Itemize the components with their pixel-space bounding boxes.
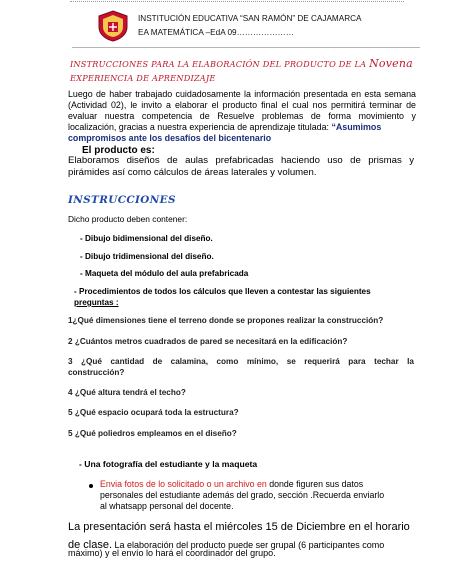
product-heading: El producto es: bbox=[82, 145, 155, 156]
intro-line-2: (Actividad 02), le invito a elaborar el producto final el cual nos permitirá terminar de bbox=[68, 100, 416, 110]
send-line-1 bbox=[100, 479, 363, 489]
deadline-line-1: La presentación será hasta el miércoles 15 de Diciembre en el horario bbox=[68, 521, 410, 533]
group-note-end: máximo) y el envío lo hará el coordinador del grupo. bbox=[68, 548, 276, 558]
title-prefix: INSTRUCCIONES PARA LA ELABORACIÓN DEL PRODUCTO DE LA bbox=[70, 59, 370, 69]
experience-title-end: compromisos ante los desafíos del bicentenario bbox=[68, 133, 272, 143]
question-2: 2 ¿Cuántos metros cuadrados de pared se necesitará en la edificación? bbox=[68, 337, 348, 346]
product-line-2: pirámides así como cálculos de áreas laterales y volumen. bbox=[68, 167, 317, 178]
question-5: 5 ¿Qué espacio ocupará toda la estructura? bbox=[68, 408, 239, 417]
item-bidimensional: - Dibujo bidimensional del diseño. bbox=[80, 234, 213, 243]
experience-title-start: “Asumimos bbox=[331, 122, 382, 132]
title-line-2: EXPERIENCIA DE APRENDIZAJE bbox=[70, 73, 216, 83]
school-seal-icon bbox=[96, 10, 130, 42]
intro-line-3: evaluar nuestra competencia de Resuelve problemas de forma movimiento y bbox=[68, 111, 416, 121]
send-instruction-highlight: Envia fotos de lo solicitado o un archivo en bbox=[100, 479, 267, 489]
instructions-heading: INSTRUCCIONES bbox=[68, 194, 176, 206]
question-1: 1¿Qué dimensiones tiene el terreno donde se propones realizar la construcción? bbox=[68, 316, 384, 325]
procedures-line-2: preguntas : bbox=[74, 298, 119, 307]
intro-line-4 bbox=[68, 122, 416, 133]
send-line-2: personales del estudiante además del grado, sección .Recuerda enviarlo bbox=[100, 490, 385, 500]
group-note-start: La elaboración del producto puede ser grupal (6 participantes como bbox=[112, 540, 385, 550]
item-maqueta: - Maqueta del módulo del aula prefabricada bbox=[80, 269, 249, 278]
institution-name: INSTITUCIÓN EDUCATIVA “SAN RAMÓN” DE CAJAMARCA bbox=[138, 14, 362, 23]
area-line: EA MATEMÁTICA –EdA 09………………… bbox=[138, 28, 294, 37]
question-3: 3 ¿Qué cantidad de calamina, como mínimo, se requerirá para techar la bbox=[68, 357, 414, 366]
instructions-intro: Dicho producto deben contener: bbox=[68, 214, 188, 224]
title-novena: Novena bbox=[369, 57, 413, 70]
item-tridimensional: - Dibujo tridimensional del diseño. bbox=[80, 252, 214, 261]
photo-heading: - Una fotografía del estudiante y la maqueta bbox=[79, 459, 258, 469]
procedures-line-1: - Procedimientos de todos los cálculos que lleven a contestar las siguientes bbox=[74, 287, 371, 296]
intro-line-4-text: localización, gracias a nuestra experiencia de aprendizaje titulada: bbox=[68, 122, 332, 132]
top-dotted-rule bbox=[70, 1, 404, 2]
intro-line-1: Luego de haber trabajado cuidadosamente la información presentada en esta semana bbox=[68, 89, 416, 99]
question-6: 5 ¿Qué poliedros empleamos en el diseño? bbox=[68, 429, 237, 438]
header-underline bbox=[72, 47, 420, 48]
product-line-1: Elaboramos diseños de aulas prefabricadas haciendo uso de prismas y bbox=[68, 155, 414, 166]
send-instruction-rest: donde figuren sus datos bbox=[266, 479, 364, 489]
question-3-cont: construcción? bbox=[68, 368, 125, 377]
bullet-dot-icon bbox=[89, 484, 93, 488]
send-line-3: al whatsapp personal del docente. bbox=[100, 501, 234, 511]
question-4: 4 ¿Qué altura tendrá el techo? bbox=[68, 388, 186, 397]
deadline-class: de clase. bbox=[68, 539, 113, 551]
title-line-1 bbox=[70, 57, 413, 70]
